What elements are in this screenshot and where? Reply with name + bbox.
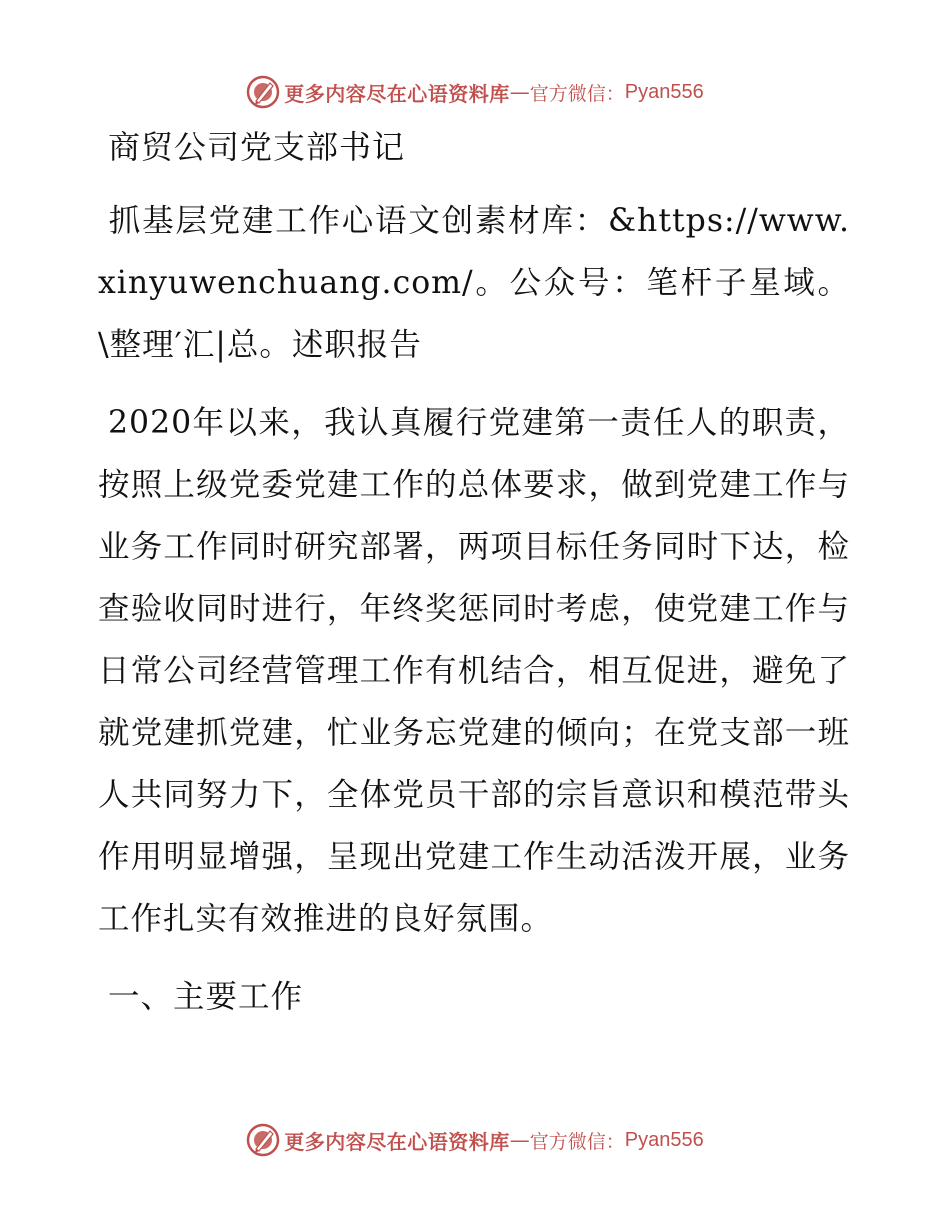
body-paragraph [98, 392, 850, 950]
banner-dash: — [509, 1128, 530, 1152]
pen-logo-icon [246, 1123, 280, 1157]
footer-watermark-banner [0, 1120, 950, 1160]
banner-main-text: 更多内容尽在心语资料库 [284, 1129, 510, 1154]
source-line-paragraph [98, 190, 850, 376]
banner-main-text: 更多内容尽在心语资料库 [284, 81, 510, 106]
section-heading: 一、主要工作 [108, 979, 304, 1015]
banner-sub-text: 官方微信： [529, 1130, 625, 1153]
body-paragraph-text: 2020年以来，我认真履行党建第一责任人的职责，按照上级党委党建工作的总体要求，做到党建工作与业务工作同时研究部署，两项目标任务同时下达，检查验收同时进行，年终奖惩同时考虑，使党建工作与日常公司经营管理工作有机结合，相互促进，避免了就党建抓党建，忙业务忘党建的倾向；在党支部一班人共同努力下，全体党员干部的宗旨意识和模范带头作用明显增强，呈现出党建工作生动活泼开展，业务工作扎实有效推进的良好氛围。 [98, 405, 850, 937]
pen-logo-icon [246, 75, 280, 109]
banner-sub-text: 官方微信： [529, 82, 625, 105]
document-body [98, 118, 850, 1028]
banner-dash: — [509, 80, 530, 104]
header-watermark-banner [0, 72, 950, 112]
source-line-text: 抓基层党建工作心语文创素材库：&https://www.xinyuwenchuang.com/。公众号：笔杆子星域。\整理′汇|总。述职报告 [98, 203, 850, 363]
document-title: 商贸公司党支部书记 [108, 128, 406, 166]
banner-wechat-id: Pyan556 [624, 1128, 704, 1151]
banner-wechat-id: Pyan556 [624, 80, 704, 103]
